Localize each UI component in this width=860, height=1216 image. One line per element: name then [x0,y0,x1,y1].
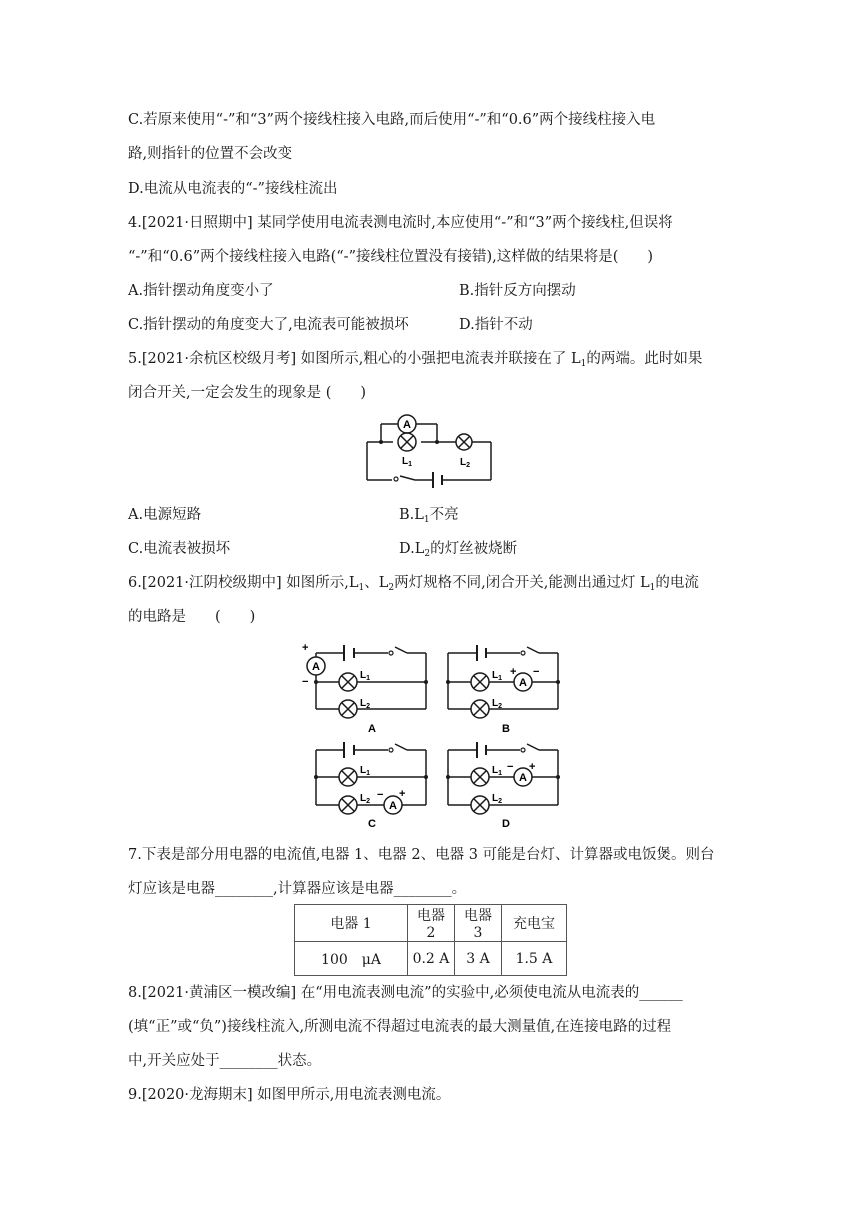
q5-ammeter-label: A [403,419,411,431]
q7-current-table [294,904,567,976]
q6-d-minus: − [507,761,514,773]
table-header-cell: 电器 2 [408,905,455,942]
q5-option-a: A.电源短路 [128,507,202,523]
table-header-cell: 电器 1 [295,905,408,942]
q8-stem-line3: 中,开关应处于________状态。 [128,1053,322,1069]
q6-a-ammeter-label: A [312,661,320,673]
q6-figure-c-label: C [368,818,376,830]
q4-stem-line2: “-”和“0.6”两个接线柱接入电路(“-”接线柱位置没有接错),这样做的结果将是( ) [128,249,654,265]
q8-stem-line2: (填“正”或“负”)接线柱流入,所测电流不得超过电流表的最大测量值,在连接电路的过程 [128,1019,672,1035]
q6-c-l1-label: $L_1$ [360,765,371,777]
q5-option-d: $D.L_2$的灯丝被烧断 [399,541,518,559]
q5-lamp2-label: $L_2$ [460,457,471,469]
q6-stem-line1: 6.[2021·江阴校级期中] 如图所示$,L_1$、$L_2$两灯规格不同,闭合开关,能测出通过灯 $L_1$的电流 [128,575,699,593]
q6-d-l1-label: $L_1$ [492,765,503,777]
q3-option-c-line2: 路,则指针的位置不会改变 [128,146,293,162]
q4-stem-line1: 4.[2021·日照期中] 某同学使用电流表测电流时,本应使用“-”和“3”两个接线柱,但误将 [128,215,673,231]
q6-b-l2-label: $L_2$ [492,698,503,710]
q7-stem-line1: 7.下表是部分用电器的电流值,电器 1、电器 2、电器 3 可能是台灯、计算器或电饭煲。则台 [128,847,715,863]
q5-stem-text-b: 的两端。此时如果 [586,351,703,367]
q6-figure-b-label: B [502,723,510,735]
q7-stem-line2: 灯应该是电器________,计算器应该是电器________。 [128,881,467,897]
table-cell: 1.5 A [502,942,567,976]
q4-option-a: A.指针摆动角度变小了 [128,283,274,299]
q5-option-b: $B.L_1$不亮 [399,507,459,525]
q6-figure-a-label: A [368,723,376,735]
table-row [295,905,567,942]
q6-b-plus: + [510,666,517,678]
q4-option-d: D.指针不动 [459,317,533,333]
q6-a-minus: − [302,676,309,688]
q6-stem-line2: 的电路是 ( ) [128,609,256,625]
q6-a-l1-label: $L_1$ [360,670,371,682]
q6-a-l2-label: $L_2$ [360,698,371,710]
q5-stem-line2: 闭合开关,一定会发生的现象是 ( ) [128,385,367,401]
q6-a-plus: + [302,642,309,654]
q5-circuit-figure [360,408,500,496]
q6-d-l2-label: $L_2$ [492,793,503,805]
q5-stem-line1 [128,349,702,374]
q9-stem-line1: 9.[2020·龙海期末] 如图甲所示,用电流表测电流。 [128,1087,451,1103]
table-header-cell: 电器 3 [455,905,502,942]
q6-c-minus: − [377,789,384,801]
q6-c-plus: + [399,788,406,800]
q6-c-l2-label: $L_2$ [360,793,371,805]
q6-c-ammeter-label: A [389,800,397,812]
q6-circuit-figures [296,640,566,832]
q6-b-minus: − [533,666,540,678]
table-header-cell: 充电宝 [502,905,567,942]
q5-lamp1-label: $L_1$ [402,456,413,468]
table-cell: 3 A [455,942,502,976]
q6-figure-d-label: D [502,818,510,830]
q3-option-c-line1: C.若原来使用“-”和“3”两个接线柱接入电路,而后使用“-”和“0.6”两个接线柱接入电 [128,112,656,128]
q5-option-c: C.电流表被损坏 [128,541,231,557]
table-cell: 100 μA [295,942,408,976]
q6-d-ammeter-label: A [519,772,527,784]
q5-stem-text-a: 5.[2021·余杭区校级月考] 如图所示,粗心的小强把电流表并联接在了 L [128,351,581,367]
q4-option-b: B.指针反方向摆动 [459,283,576,299]
q6-b-ammeter-label: A [519,677,527,689]
q8-stem-line1: 8.[2021·黄浦区一模改编] 在“用电流表测电流”的实验中,必须使电流从电流表的______ [128,985,683,1001]
q4-option-c: C.指针摆动的角度变大了,电流表可能被损坏 [128,317,409,333]
q6-d-plus: + [529,761,536,773]
q3-option-d: D.电流从电流表的“-”接线柱流出 [128,181,338,197]
table-row [295,942,567,976]
table-cell: 0.2 A [408,942,455,976]
q5-stem-subscript: 1 [580,359,587,369]
q6-b-l1-label: $L_1$ [492,670,503,682]
